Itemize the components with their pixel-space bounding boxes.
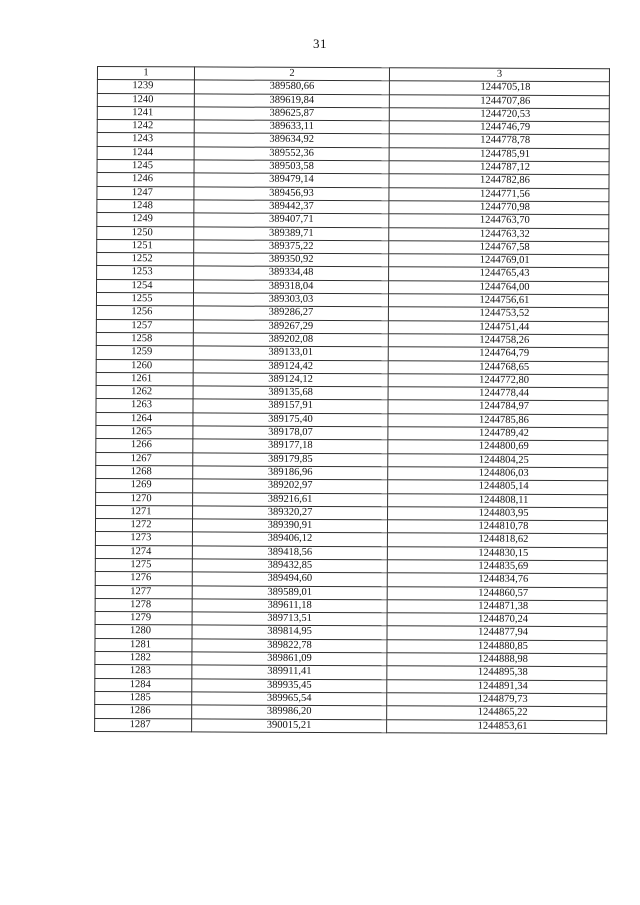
point-number-cell: 1283 bbox=[95, 665, 192, 679]
x-coordinate-cell: 389713,51 bbox=[192, 612, 387, 626]
point-number-cell: 1259 bbox=[96, 346, 193, 360]
x-coordinate-cell: 389418,56 bbox=[192, 546, 387, 560]
point-number-cell: 1286 bbox=[95, 705, 192, 719]
y-coordinate-cell: 1244787,12 bbox=[389, 161, 609, 175]
y-coordinate-cell: 1244707,86 bbox=[389, 94, 609, 108]
y-coordinate-cell: 1244800,69 bbox=[388, 440, 608, 454]
y-coordinate-cell: 1244770,98 bbox=[389, 201, 609, 215]
point-number-cell: 1256 bbox=[96, 306, 193, 320]
point-number-cell: 1272 bbox=[95, 519, 192, 533]
point-number-cell: 1263 bbox=[96, 399, 193, 413]
y-coordinate-cell: 1244784,97 bbox=[388, 400, 608, 414]
point-number-cell: 1280 bbox=[95, 625, 192, 639]
point-number-cell: 1274 bbox=[95, 545, 192, 559]
point-number-cell: 1243 bbox=[97, 133, 194, 147]
point-number-cell: 1281 bbox=[95, 638, 192, 652]
y-coordinate-cell: 1244764,00 bbox=[389, 281, 609, 295]
column-header-x-coordinate: 2 bbox=[194, 67, 389, 81]
x-coordinate-cell: 389494,60 bbox=[192, 572, 387, 586]
point-number-cell: 1262 bbox=[96, 386, 193, 400]
point-number-cell: 1253 bbox=[97, 266, 194, 280]
y-coordinate-cell: 1244758,26 bbox=[388, 334, 608, 348]
y-coordinate-cell: 1244767,58 bbox=[389, 241, 609, 255]
y-coordinate-cell: 1244871,38 bbox=[387, 600, 607, 614]
x-coordinate-cell: 389965,54 bbox=[192, 692, 387, 706]
x-coordinate-cell: 389267,29 bbox=[193, 320, 388, 334]
y-coordinate-cell: 1244789,42 bbox=[388, 427, 608, 441]
y-coordinate-cell: 1244765,43 bbox=[389, 267, 609, 281]
y-coordinate-cell: 1244782,86 bbox=[389, 174, 609, 188]
x-coordinate-cell: 389286,27 bbox=[193, 306, 388, 320]
point-number-cell: 1270 bbox=[96, 492, 193, 506]
x-coordinate-cell: 389389,71 bbox=[194, 226, 389, 240]
y-coordinate-cell: 1244810,78 bbox=[387, 520, 607, 534]
point-number-cell: 1269 bbox=[96, 479, 193, 493]
x-coordinate-cell: 389552,36 bbox=[194, 147, 389, 161]
x-coordinate-cell: 389202,08 bbox=[193, 333, 388, 347]
point-number-cell: 1254 bbox=[97, 279, 194, 293]
x-coordinate-cell: 389432,85 bbox=[192, 559, 387, 573]
point-number-cell: 1278 bbox=[95, 598, 192, 612]
point-number-cell: 1260 bbox=[96, 359, 193, 373]
point-number-cell: 1271 bbox=[96, 505, 193, 519]
y-coordinate-cell: 1244835,69 bbox=[387, 560, 607, 574]
point-number-cell: 1264 bbox=[96, 412, 193, 426]
point-number-cell: 1258 bbox=[96, 332, 193, 346]
x-coordinate-cell: 389320,27 bbox=[193, 506, 388, 520]
x-coordinate-cell: 389350,92 bbox=[194, 253, 389, 267]
x-coordinate-cell: 389178,07 bbox=[193, 426, 388, 440]
point-number-cell: 1244 bbox=[97, 146, 194, 160]
point-number-cell: 1239 bbox=[97, 80, 194, 94]
point-number-cell: 1249 bbox=[97, 213, 194, 227]
x-coordinate-cell: 389634,92 bbox=[194, 133, 389, 147]
y-coordinate-cell: 1244895,38 bbox=[387, 666, 607, 680]
point-number-cell: 1287 bbox=[95, 718, 192, 732]
point-number-cell: 1266 bbox=[96, 439, 193, 453]
point-number-cell: 1252 bbox=[97, 253, 194, 267]
table-body bbox=[95, 80, 610, 734]
point-number-cell: 1273 bbox=[95, 532, 192, 546]
y-coordinate-cell: 1244778,44 bbox=[388, 387, 608, 401]
x-coordinate-cell: 389318,04 bbox=[194, 280, 389, 294]
y-coordinate-cell: 1244880,85 bbox=[387, 640, 607, 654]
y-coordinate-cell: 1244769,01 bbox=[389, 254, 609, 268]
point-number-cell: 1251 bbox=[97, 239, 194, 253]
point-number-cell: 1245 bbox=[97, 160, 194, 174]
point-number-cell: 1240 bbox=[97, 93, 194, 107]
x-coordinate-cell: 389390,91 bbox=[192, 519, 387, 533]
x-coordinate-cell: 389216,61 bbox=[193, 492, 388, 506]
y-coordinate-cell: 1244870,24 bbox=[387, 613, 607, 627]
x-coordinate-cell: 389814,95 bbox=[192, 625, 387, 639]
point-number-cell: 1279 bbox=[95, 612, 192, 626]
y-coordinate-cell: 1244763,32 bbox=[389, 227, 609, 241]
y-coordinate-cell: 1244865,22 bbox=[387, 706, 607, 720]
y-coordinate-cell: 1244785,86 bbox=[388, 413, 608, 427]
x-coordinate-cell: 389456,93 bbox=[194, 187, 389, 201]
point-number-cell: 1255 bbox=[96, 293, 193, 307]
y-coordinate-cell: 1244806,03 bbox=[388, 467, 608, 481]
x-coordinate-cell: 389633,11 bbox=[194, 120, 389, 134]
x-coordinate-cell: 389406,12 bbox=[192, 532, 387, 546]
x-coordinate-cell: 389179,85 bbox=[193, 453, 388, 467]
x-coordinate-cell: 389589,01 bbox=[192, 585, 387, 599]
coordinates-table bbox=[94, 66, 610, 734]
y-coordinate-cell: 1244879,73 bbox=[387, 693, 607, 707]
point-number-cell: 1277 bbox=[95, 585, 192, 599]
point-number-cell: 1267 bbox=[96, 452, 193, 466]
point-number-cell: 1257 bbox=[96, 319, 193, 333]
x-coordinate-cell: 389124,42 bbox=[193, 359, 388, 373]
y-coordinate-cell: 1244768,65 bbox=[388, 360, 608, 374]
y-coordinate-cell: 1244830,15 bbox=[387, 546, 607, 560]
y-coordinate-cell: 1244763,70 bbox=[389, 214, 609, 228]
x-coordinate-cell: 389861,09 bbox=[192, 652, 387, 666]
x-coordinate-cell: 389822,78 bbox=[192, 639, 387, 653]
x-coordinate-cell: 389124,12 bbox=[193, 373, 388, 387]
x-coordinate-cell: 389303,03 bbox=[193, 293, 388, 307]
x-coordinate-cell: 389375,22 bbox=[194, 240, 389, 254]
point-number-cell: 1246 bbox=[97, 173, 194, 187]
y-coordinate-cell: 1244785,91 bbox=[389, 148, 609, 162]
page-number: 31 bbox=[313, 36, 327, 51]
column-header-y-coordinate: 3 bbox=[389, 68, 609, 82]
column-header-point-number: 1 bbox=[97, 67, 194, 81]
x-coordinate-cell: 389619,84 bbox=[194, 94, 389, 108]
table-row bbox=[95, 718, 607, 734]
x-coordinate-cell: 389186,96 bbox=[193, 466, 388, 480]
point-number-cell: 1282 bbox=[95, 652, 192, 666]
y-coordinate-cell: 1244756,61 bbox=[388, 294, 608, 308]
point-number-cell: 1250 bbox=[97, 226, 194, 240]
x-coordinate-cell: 389133,01 bbox=[193, 346, 388, 360]
x-coordinate-cell: 389986,20 bbox=[192, 705, 387, 719]
x-coordinate-cell: 389202,97 bbox=[193, 479, 388, 493]
y-coordinate-cell: 1244860,57 bbox=[387, 586, 607, 600]
x-coordinate-cell: 389911,41 bbox=[192, 665, 387, 679]
y-coordinate-cell: 1244771,56 bbox=[389, 187, 609, 201]
y-coordinate-cell: 1244834,76 bbox=[387, 573, 607, 587]
y-coordinate-cell: 1244720,53 bbox=[389, 108, 609, 122]
y-coordinate-cell: 1244753,52 bbox=[388, 307, 608, 321]
point-number-cell: 1284 bbox=[95, 678, 192, 692]
x-coordinate-cell: 389175,40 bbox=[193, 413, 388, 427]
y-coordinate-cell: 1244877,94 bbox=[387, 626, 607, 640]
point-number-cell: 1247 bbox=[97, 186, 194, 200]
x-coordinate-cell: 389442,37 bbox=[194, 200, 389, 214]
x-coordinate-cell: 389407,71 bbox=[194, 213, 389, 227]
point-number-cell: 1248 bbox=[97, 199, 194, 213]
y-coordinate-cell: 1244764,79 bbox=[388, 347, 608, 361]
y-coordinate-cell: 1244778,78 bbox=[389, 134, 609, 148]
y-coordinate-cell: 1244705,18 bbox=[389, 81, 609, 95]
x-coordinate-cell: 389935,45 bbox=[192, 679, 387, 693]
y-coordinate-cell: 1244746,79 bbox=[389, 121, 609, 135]
point-number-cell: 1242 bbox=[97, 120, 194, 134]
x-coordinate-cell: 389135,68 bbox=[193, 386, 388, 400]
x-coordinate-cell: 389611,18 bbox=[192, 599, 387, 613]
y-coordinate-cell: 1244803,95 bbox=[388, 507, 608, 521]
x-coordinate-cell: 389479,14 bbox=[194, 173, 389, 187]
y-coordinate-cell: 1244805,14 bbox=[388, 480, 608, 494]
x-coordinate-cell: 389625,87 bbox=[194, 107, 389, 121]
y-coordinate-cell: 1244808,11 bbox=[388, 493, 608, 507]
point-number-cell: 1241 bbox=[97, 106, 194, 120]
point-number-cell: 1261 bbox=[96, 372, 193, 386]
x-coordinate-cell: 389157,91 bbox=[193, 399, 388, 413]
y-coordinate-cell: 1244818,62 bbox=[387, 533, 607, 547]
point-number-cell: 1275 bbox=[95, 558, 192, 572]
y-coordinate-cell: 1244772,80 bbox=[388, 374, 608, 388]
x-coordinate-cell: 389334,48 bbox=[194, 266, 389, 280]
point-number-cell: 1276 bbox=[95, 572, 192, 586]
y-coordinate-cell: 1244751,44 bbox=[388, 320, 608, 334]
x-coordinate-cell: 389503,58 bbox=[194, 160, 389, 174]
y-coordinate-cell: 1244853,61 bbox=[387, 719, 607, 733]
x-coordinate-cell: 390015,21 bbox=[192, 718, 387, 732]
point-number-cell: 1285 bbox=[95, 691, 192, 705]
y-coordinate-cell: 1244888,98 bbox=[387, 653, 607, 667]
y-coordinate-cell: 1244891,34 bbox=[387, 679, 607, 693]
point-number-cell: 1265 bbox=[96, 426, 193, 440]
x-coordinate-cell: 389177,18 bbox=[193, 439, 388, 453]
y-coordinate-cell: 1244804,25 bbox=[388, 453, 608, 467]
point-number-cell: 1268 bbox=[96, 465, 193, 479]
x-coordinate-cell: 389580,66 bbox=[194, 80, 389, 94]
